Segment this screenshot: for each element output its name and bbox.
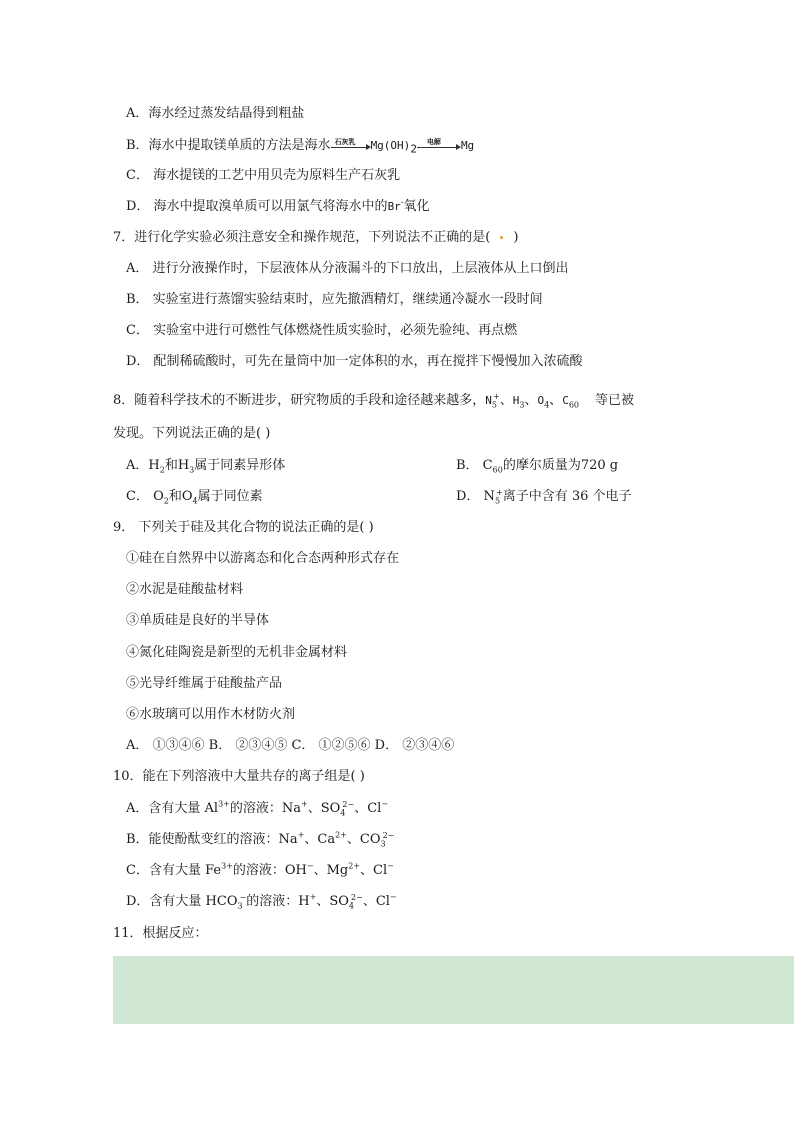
answer-box [113,956,794,1024]
q9-item: ③单质硅是良好的半导体 [126,613,270,628]
q10-stem: 10．能在下列溶液中大量共存的离子组是( ) [113,769,365,784]
q6-option-c: C． 海水提镁的工艺中用贝壳为原料生产石灰乳 [126,168,401,183]
q7-option-d: D． 配制稀硫酸时，可先在量筒中加一定体积的水，再在搅拌下慢慢加入浓硫酸 [126,354,583,369]
q8-option-c: C． $O_2$和$O_4$属于同位素 [126,489,263,506]
q9-item: ④氮化硅陶瓷是新型的无机非金属材料 [126,645,348,660]
q8-stem-line1: 8．随着科学技术的不断进步，研究物质的手段和途径越来越多，$N_5^+$、$H_3$、$O_4$、$C_{60}$ 等已被 [113,391,635,410]
q6-option-d: D． 海水中提取溴单质可以用氯气将海水中的Br-氧化 [126,197,430,214]
q8-stem-line2: 发现。下列说法正确的是( ) [113,426,271,441]
q10-option-c: C．含有大量 $Fe^{3+}$的溶液：OH−、$Mg^{2+}$、Cl− [126,861,394,878]
q11-stem: 11．根据反应： [113,926,208,941]
q6-option-a: A．海水经过蒸发结晶得到粗盐 [126,106,305,121]
q6-option-b: B．海水中提取镁单质的方法是海水 石灰乳 $Mg(OH)_2$ 电解 Mg [126,138,475,156]
q8-option-a: A．$H_2$和$H_3$属于同素异形体 [126,458,286,475]
q9-item: ①硅在自然界中以游离态和化合态两种形式存在 [126,551,400,566]
q9-stem: 9． 下列关于硅及其化合物的说法正确的是( ) [113,520,374,535]
q7-option-a: A． 进行分液操作时，下层液体从分液漏斗的下口放出，上层液体从上口倒出 [126,261,569,276]
q8-option-b: B． $C_{60}$的摩尔质量为720 g [456,458,619,475]
q7-option-b: B． 实验室进行蒸馏实验结束时，应先撤酒精灯，继续通冷凝水一段时间 [126,292,543,307]
q7-option-c: C． 实验室中进行可燃性气体燃烧性质实验时，必须先验纯、再点燃 [126,323,518,338]
q10-option-a: A．含有大量 $Al^{3+}$的溶液：Na+、$SO_4^{2-}$、Cl− [126,799,388,818]
q9-item: ⑥水玻璃可以用作木材防火剂 [126,707,296,722]
q9-options: A． ①③④⑥ B． ②③④⑤ C． ①②⑤⑥ D． ②③④⑥ [126,738,455,753]
q9-item: ⑤光导纤维属于硅酸盐产品 [126,676,283,691]
q10-option-d: D．含有大量 $HCO_3^-$的溶液：H+、$SO_4^{2-}$、Cl− [126,892,397,911]
q9-item: ②水泥是硅酸盐材料 [126,582,244,597]
q10-option-b: B．能使酚酞变红的溶液：Na+、$Ca^{2+}$、$CO_3^{2-}$ [126,830,395,849]
reaction-arrow-icon: 石灰乳 [331,137,371,151]
reaction-arrow-icon: 电解 [417,137,461,151]
dot-icon [500,236,503,239]
q8-option-d: D． $N_5^+$离子中含有 36 个电子 [456,487,632,506]
q7-stem: 7．进行化学实验必须注意安全和操作规范，下列说法不正确的是( ) [113,230,519,245]
